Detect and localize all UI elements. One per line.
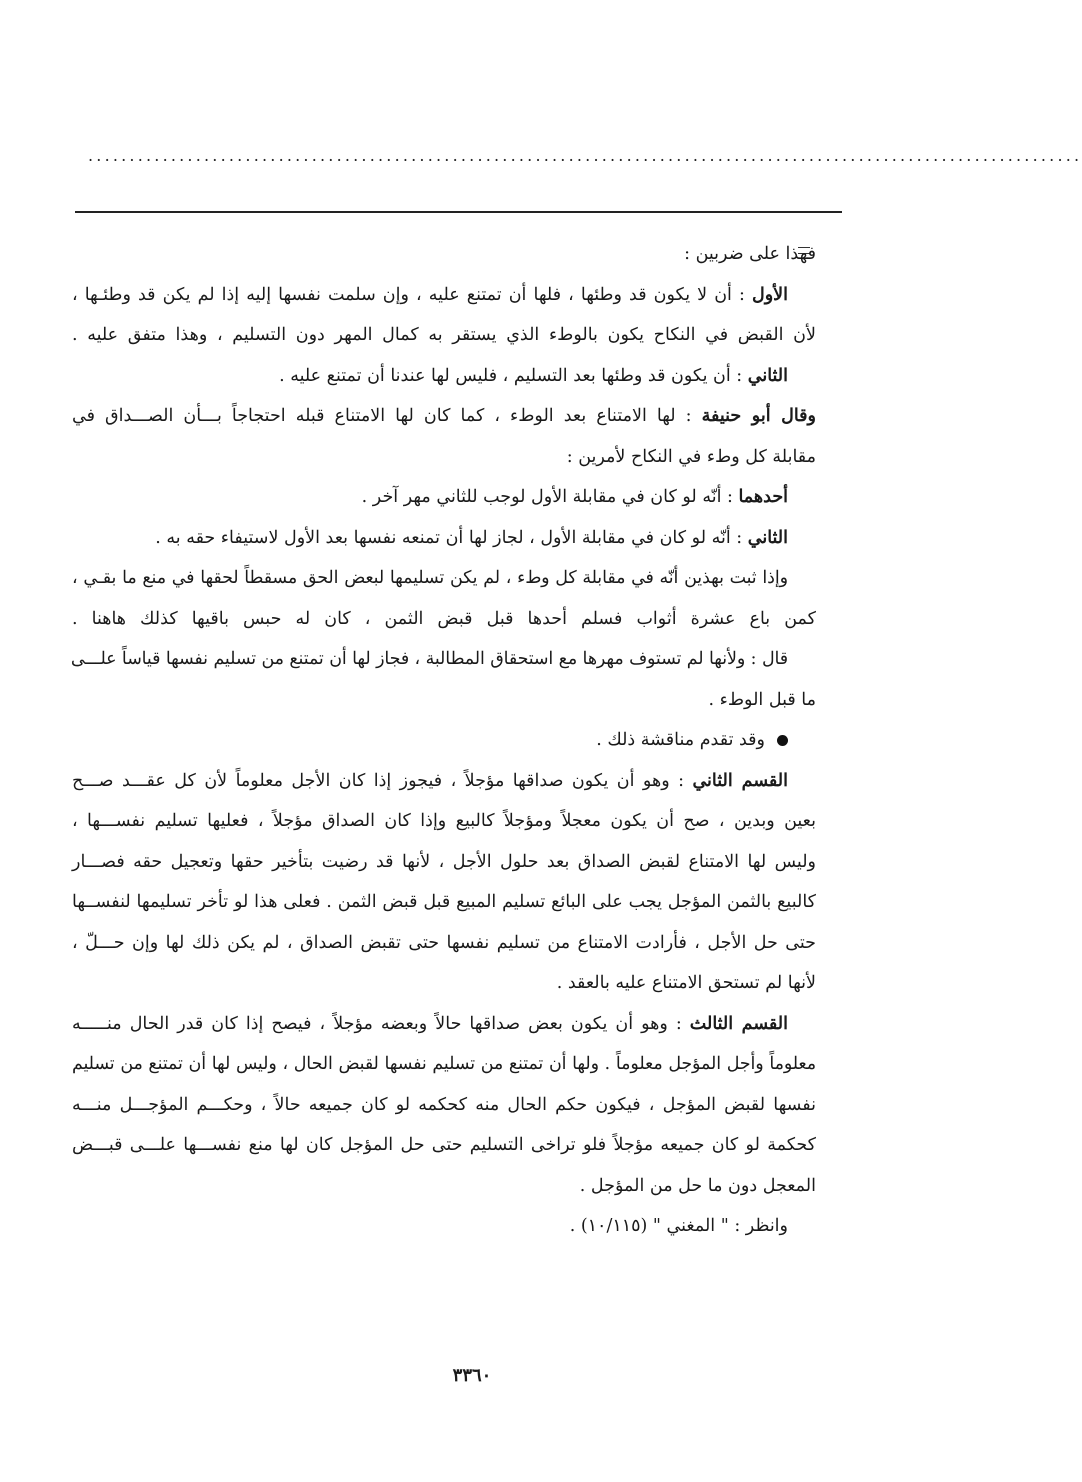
paragraph-section-two-2: بعين وبدين ، صح أن يكون معجلاً ومؤجلاً كالبيع وإذا كان الصداق مؤجلاً ، فعليها تسليم نفســـها ، <box>72 811 816 831</box>
separator-dots: ........................................................................................................................ <box>88 146 1082 165</box>
paragraph-reference: وانظر : " المغني " (١٠/١١٥) . <box>569 1216 788 1236</box>
label-first: الأول <box>751 284 788 305</box>
label-section-three: القسم الثالث <box>689 1013 788 1034</box>
label-two: الثاني <box>747 527 788 548</box>
paragraph-one <box>72 477 816 518</box>
paragraph-abu-hanifa <box>72 396 816 437</box>
paragraph-section-three-3: نفسها لقبض المؤجل ، فيكون حكم الحال منه كحكمه لو كان جميعه حالاً ، وحكـــم المؤجـــل منـــه <box>72 1094 816 1115</box>
text-second: : أن يكون قد وطئها بعد التسليم ، فليس لها عندنا أن تمتنع عليه . <box>279 365 748 386</box>
label-one: أحدهما <box>738 487 788 507</box>
paragraph-section-three-4: كحكمة لو كان جميعه مؤجلاً فلو تراخى التسليم حتى حل المؤجل كان لها منع نفســـها علـــى قبـــض <box>72 1135 816 1155</box>
paragraph-section-two-5: حتى حل الأجل ، فأرادت الامتناع من تسليم نفسها حتى تقبض الصداق ، لم يكن ذلك لها وإن حـــلّ ، <box>72 932 816 953</box>
text-bullet: وقد تقدم مناقشة ذلك . <box>596 730 765 750</box>
paragraph-proof: وإذا ثبت بهذين أنّه في مقابلة كل وطء ، لم يكن تسليمها لبعض الحق مسقطاً لحقها في منع ما بقـي ، <box>72 568 788 588</box>
label-abu-hanifa: وقال أبو حنيفة <box>701 406 816 426</box>
paragraph-section-two <box>72 761 816 802</box>
bullet-icon <box>777 735 788 746</box>
paragraph-first-cont: لأن القبض في النكاح يكون بالوطء الذي يستقر به كمال المهر دون التسليم ، وهذا متفق عليه . <box>72 325 816 345</box>
page-number: ٣٣٦٠ <box>452 1365 492 1386</box>
body-text <box>72 234 816 1247</box>
text-two: : أنّه لو كان في مقابلة الأول ، لجاز لها أن تمنعه نفسها بعد الأول لاستيفاء حقه به . <box>155 527 748 548</box>
paragraph-section-two-3: وليس لها الامتناع لقبض الصداق بعد حلول الأجل ، لأنها قد رضيت بتأخير حقها وتعجيل حقه فصـــار <box>72 851 816 872</box>
paragraph-section-two-6: لأنها لم تستحق الامتناع عليه بالعقد . <box>556 973 816 993</box>
paragraph-section-two-4: كالبيع بالثمن المؤجل يجب على البائع تسليم المبيع قبل قبض الثمن . فعلى هذا لو تأخر تسليمها لنفســها <box>72 892 816 912</box>
paragraph-proof-cont: كمن باع عشرة أثواب فسلم أحدها قبل قبض الثمن ، كان له حبس باقيها كذلك هاهنا . <box>72 608 816 629</box>
paragraph-section-three <box>72 1004 816 1045</box>
text-one: : أنّه لو كان في مقابلة الأول لوجب للثاني مهر آخر . <box>361 487 739 507</box>
paragraph-section-three-2: معلوماً وأجل المؤجل معلوماً . ولها أن تمتنع من تسليم نفسها لقبض الحال ، وليس لها أن تمتنع من تسليم <box>72 1054 816 1074</box>
horizontal-rule <box>75 211 842 213</box>
label-second: الثاني <box>747 365 788 386</box>
text-first: : أن لا يكون قد وطئها ، فلها أن تمتنع عليه ، وإن سلمت نفسها إليه إذا لم يكن قد وطئـها ، <box>72 284 752 305</box>
paragraph-section-three-5: المعجل دون ما حل من المؤجل . <box>579 1175 816 1196</box>
paragraph-intro: فهذا على ضربين : <box>684 244 816 264</box>
paragraph-bullet <box>72 720 816 761</box>
text-section-two: : وهو أن يكون صداقها مؤجلاً ، فيجوز إذا كان الأجل معلوماً لأن كل عقـــد صـــح <box>72 770 693 791</box>
text-section-three: : وهو أن يكون بعض صداقها حالاً وبعضه مؤجلاً ، فيصح إذا كان قدر الحال منـــــه <box>72 1013 690 1034</box>
paragraph-qala: قال : ولأنها لم تستوف مهرها مع استحقاق المطالبة ، فجاز لها أن تمتنع من تسليم نفسها قياساً علـــى <box>70 649 788 669</box>
paragraph-first <box>72 275 816 316</box>
paragraph-two <box>72 518 816 559</box>
paragraph-qala-cont: ما قبل الوطء . <box>708 689 816 710</box>
paragraph-second <box>72 356 816 397</box>
text-abu-hanifa: : لها الامتناع بعد الوطء ، كما كان لها الامتناع قبله احتجاجاً بـــأن الصـــداق في <box>72 406 702 426</box>
label-section-two: القسم الثاني <box>692 770 788 791</box>
paragraph-abu-hanifa-cont: مقابلة كل وطء في النكاح لأمرين : <box>566 446 816 467</box>
